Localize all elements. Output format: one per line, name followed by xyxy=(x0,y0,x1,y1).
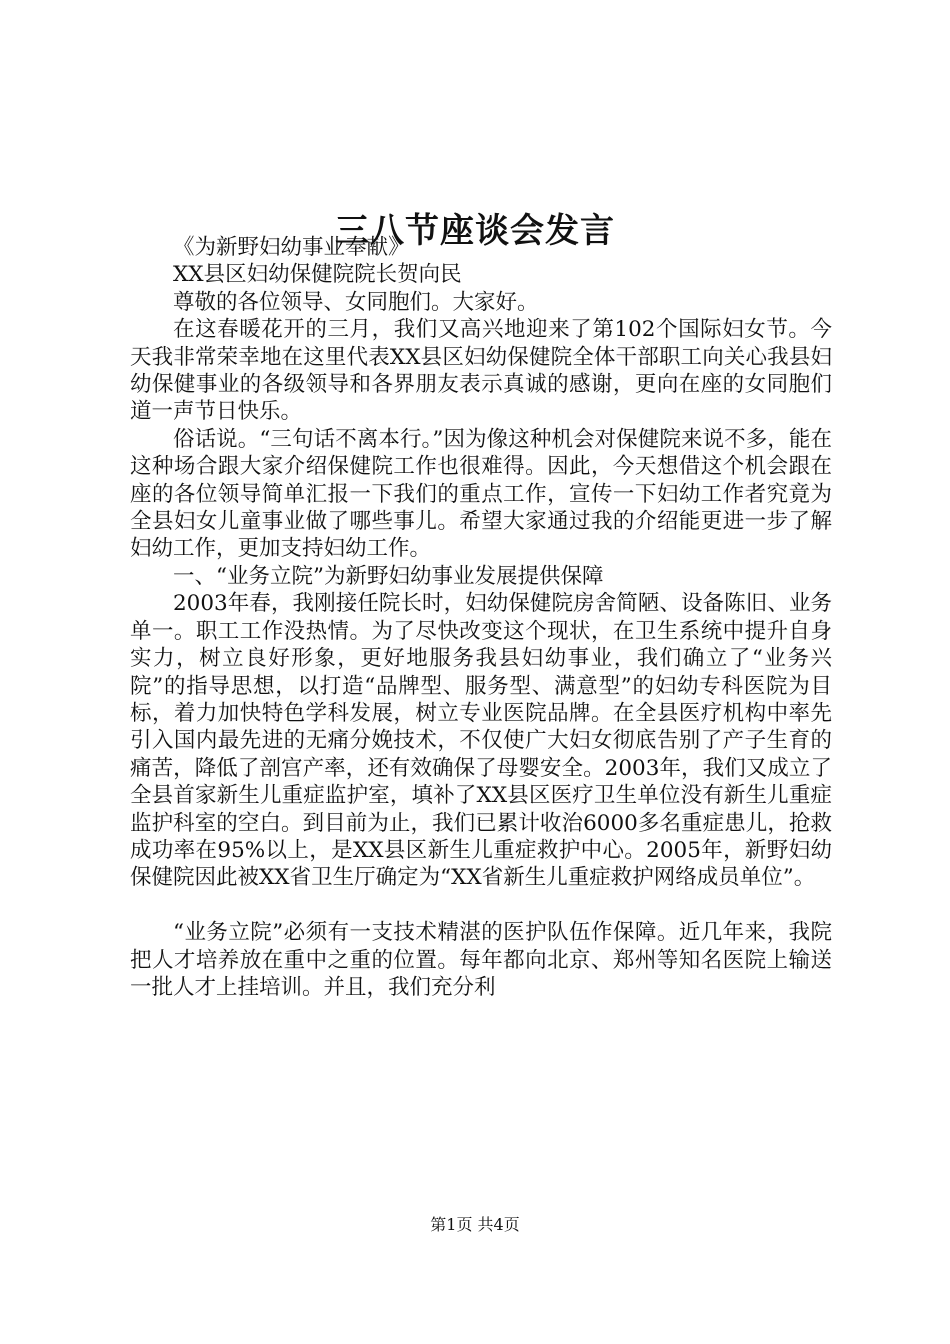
body-paragraph: 俗话说。“三句话不离本行。”因为像这种机会对保健院来说不多，能在这种场合跟大家介绍保健院工作也很难得。因此，今天想借这个机会跟在座的各位领导简单汇报一下我们的重点工作，宣传一下妇幼工作者究竟为全县妇女儿童事业做了哪些事儿。希望大家通过我的介绍能更进一步了解妇幼工作，更加支持妇幼工作。 xyxy=(130,426,832,562)
body-paragraph: 在这春暖花开的三月，我们又高兴地迎来了第102个国际妇女节。今天我非常荣幸地在这里代表XX县区妇幼保健院全体干部职工向关心我县妇幼保健事业的各级领导和各界朋友表示真诚的感谢，更向在座的女同胞们道一声节日快乐。 xyxy=(130,317,832,425)
body-paragraph: “业务立院”必须有一支技术精湛的医护队伍作保障。近几年来，我院把人才培养放在重中之重的位置。每年都向北京、郑州等知名医院上输送一批人才上挂培训。并且，我们充分利 xyxy=(130,920,832,1000)
speech-heading: 《为新野妇幼事业奉献》 xyxy=(173,235,410,260)
greeting-paragraph: 尊敬的各位领导、女同胞们。大家好。 xyxy=(173,289,539,315)
document-body xyxy=(130,234,832,1001)
speaker-line: XX县区妇幼保健院院长贺向民 xyxy=(173,262,462,288)
section-heading: 一、“业务立院”为新野妇幼事业发展提供保障 xyxy=(173,563,604,589)
body-paragraph: 2003年春，我刚接任院长时，妇幼保健院房舍简陋、设备陈旧、业务单一。职工工作没热情。为了尽快改变这个现状，在卫生系统中提升自身实力，树立良好形象，更好地服务我县妇幼事业，我们确立了“业务兴院”的指导思想，以打造“品牌型、服务型、满意型”的妇幼专科医院为目标，着力加快特色学科发展，树立专业医院品牌。在全县医疗机构中率先引入国内最先进的无痛分娩技术，不仅使广大妇女彻底告别了产子生育的痛苦，降低了剖宫产率，还有效确保了母婴安全。2003年，我们又成立了全县首家新生儿重症监护室，填补了XX县区医疗卫生单位没有新生儿重症监护科室的空白。到目前为止，我们已累计收治6000多名重症患儿，抢救成功率在95%以上，是XX县区新生儿重症救护中心。2005年，新野妇幼保健院因此被XX省卫生厅确定为“XX省新生儿重症救护网络成员单位”。 xyxy=(130,591,832,891)
document-title: 三八节座谈会发言 xyxy=(335,210,615,251)
page-footer: 第1页 共4页 xyxy=(430,1215,520,1234)
